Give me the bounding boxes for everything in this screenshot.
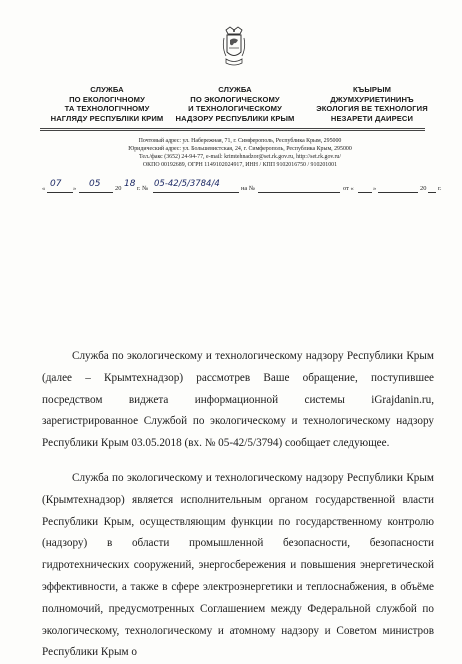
outgoing-reference-line: « 07 » 05 20 18 г. № 05-42/5/3784/4 на № от « » 20 г. (42, 179, 442, 192)
reference-month: 05 (89, 179, 101, 189)
org-ru-line: НАДЗОРУ РЕСПУБЛИКИ КРЫМ (175, 113, 295, 123)
address-block (60, 137, 420, 169)
reference-year: 18 (124, 179, 136, 189)
org-qt-line: ЭКОЛОГИЯ ВЕ ТЕХНОЛОГИЯ (316, 104, 428, 114)
year-number-label: г. № (137, 185, 149, 192)
org-qt-line: НЕЗАРЕТИ ДАИРЕСИ (330, 113, 414, 123)
org-ua-line: НАГЛЯДУ РЕСПУБЛІКИ КРИМ (50, 113, 164, 123)
reference-day: 07 (50, 179, 62, 189)
org-ru-line: СЛУЖБА (218, 85, 252, 94)
letter-body (42, 346, 434, 664)
org-qt-line: ДЖУМХУРИЕТИНИНЪ (330, 94, 414, 104)
org-name-russian (170, 85, 300, 123)
reference-number: 05-42/5/3784/4 (154, 179, 220, 189)
org-name-crimean-tatar (312, 85, 432, 123)
registration-codes: ОКПО 00192689, ОГРН 1149102024917, ИНН / КПП 9102016750 / 910201001 (142, 162, 338, 169)
org-name-ukrainian (42, 85, 172, 123)
body-paragraph: Служба по экологическому и технологическому надзору Республики Крым (далее – Крымтехнадзор) рассмотрев Ваше обращение, поступившее посредством виджета информационной системы iGrajdanin.ru, зарегистрированное Службой по экологическому и технологическому надзору Республики Крым 03.05.2018 (вх. № 05-42/5/3794) сообщает следующее. (42, 350, 434, 450)
coat-of-arms-emblem (222, 26, 246, 70)
header-divider (40, 130, 425, 131)
incoming-ref-label: на № (241, 185, 255, 192)
org-qt-line: КЪЫРЫМ (352, 85, 392, 94)
contacts-line: Тел./факс (3652) 24-94-77, e-mail: krimtehnadzor@set.rk.gov.ru, http://set.rk.gov.ru/ (138, 154, 342, 161)
year-prefix: 20 (115, 185, 122, 192)
org-ru-line: ПО ЭКОЛОГИЧЕСКОМУ (190, 94, 280, 104)
postal-address: Почтовый адрес: ул. Набережная, 71, г. Симферополь, Республика Крым, 295000 (138, 138, 342, 144)
legal-address: Юридический адрес: ул. Большевистская, 24, г. Симферополь, Республика Крым, 295000 (128, 146, 352, 153)
incoming-date-label: от « (343, 185, 354, 192)
body-paragraph: Служба по экологическому и технологическому надзору Республики Крым (Крымтехнадзор) является исполнительным органом государственной власти Республики Крым, осуществляющим функции по государственному контролю (надзору) в области промышленной безопасности, безопасности гидротехнических сооружений, энергосбережения и повышения энергетической эффективности, а также в сфере электроэнергетики и теплоснабжения, в объёме полномочий, предусмотренных Соглашением между Федеральной службой по экологическому, технологическому и атомному надзору и Советом министров Республики Крым о (42, 471, 434, 659)
org-ua-line: СЛУЖБА (90, 85, 124, 94)
org-ua-line: ПО ЕКОЛОГІЧНОМУ (69, 94, 145, 104)
org-ua-line: ТА ТЕХНОЛОГІЧНОМУ (64, 104, 150, 114)
header-divider (40, 128, 425, 129)
org-ru-line: И ТЕХНОЛОГИЧЕСКОМУ (188, 104, 282, 114)
